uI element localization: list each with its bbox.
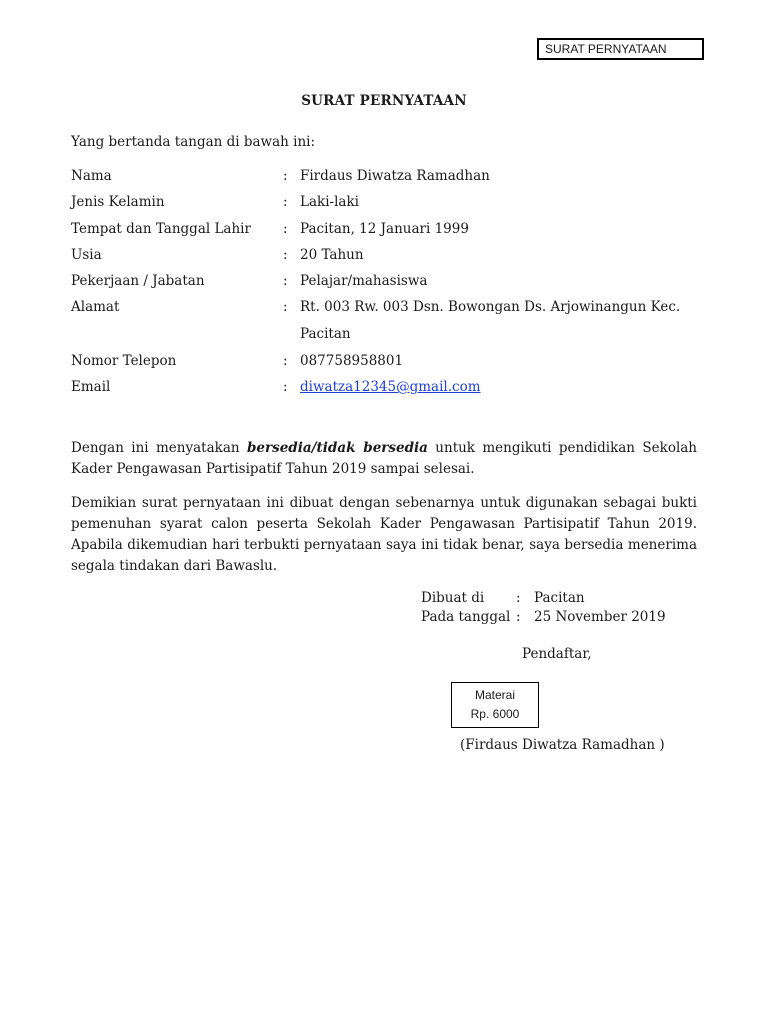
pendaftar-label: Pendaftar, [522,646,592,662]
document-type-box: SURAT PERNYATAAN [537,38,704,60]
field-label: Usia [71,247,102,263]
field-colon: : [283,247,288,263]
field-row-tempat-tanggal-lahir [71,221,701,241]
field-value-alamat: Rt. 003 Rw. 003 Dsn. Bowongan Ds. Arjowinangun Kec. [300,299,681,315]
materai-stamp-box [451,682,539,728]
statement-paragraph [71,438,697,480]
field-label: Email [71,379,111,395]
field-colon: : [283,353,288,369]
sign-row-tanggal [421,609,721,629]
field-label: Tempat dan Tanggal Lahir [71,221,251,237]
field-label: Pekerjaan / Jabatan [71,273,205,289]
field-label: Nomor Telepon [71,353,177,369]
statement-text-before: Dengan ini menyatakan [71,440,247,456]
sign-colon: : [516,590,521,606]
field-colon: : [283,273,288,289]
field-value-nama: Firdaus Diwatza Ramadhan [300,168,490,184]
closing-paragraph: Demikian surat pernyataan ini dibuat dengan sebenarnya untuk digunakan sebagai bukti pemenuhan syarat calon peserta Sekolah Kader Pengawasan Partisipatif Tahun 2019. Apabila dikemudian hari terbukti pernyataan saya ini tidak benar, saya bersedia menerima segala tindakan dari Bawaslu. [71,495,697,574]
field-label: Nama [71,168,112,184]
field-row-nomor-telepon [71,353,701,373]
field-row-usia [71,247,701,267]
field-row-pekerjaan [71,273,701,293]
sign-label-dibuat: Dibuat di [421,590,485,606]
sign-row-dibuat [421,590,721,610]
intro-text: Yang bertanda tangan di bawah ini: [71,134,316,150]
field-colon: : [283,194,288,210]
sign-colon: : [516,609,521,625]
sign-value-tanggal: 25 November 2019 [534,609,666,625]
field-colon: : [283,299,288,315]
field-value-nomor-telepon: 087758958801 [300,353,404,369]
field-row-nama [71,168,701,188]
sign-label-tanggal: Pada tanggal [421,609,511,625]
page-title: SURAT PERNYATAAN [301,93,467,109]
field-value-usia: 20 Tahun [300,247,364,263]
field-value-jenis-kelamin: Laki-laki [300,194,359,210]
field-colon: : [283,379,288,395]
field-value-pekerjaan: Pelajar/mahasiswa [300,273,428,289]
field-row-jenis-kelamin [71,194,701,214]
materai-label: Materai [474,688,515,702]
field-row-email [71,379,701,399]
field-row-alamat [71,299,701,319]
email-link[interactable]: diwatza12345@gmail.com [300,379,481,395]
field-value-alamat-line2: Pacitan [300,326,351,342]
field-label: Jenis Kelamin [71,194,165,210]
field-label: Alamat [71,299,120,315]
field-colon: : [283,221,288,237]
statement-emphasis: bersedia/tidak bersedia [246,440,428,456]
field-value-tempat-tanggal-lahir: Pacitan, 12 Januari 1999 [300,221,469,237]
field-colon: : [283,168,288,184]
signer-name: (Firdaus Diwatza Ramadhan ) [460,737,665,753]
materai-amount: Rp. 6000 [470,707,520,721]
statement-text-after: untuk mengikuti pendidikan Sekolah Kader Pengawasan Partisipatif Tahun 2019 sampai selesai. [71,440,698,477]
sign-value-dibuat: Pacitan [534,590,585,606]
field-row-alamat-line2 [71,326,701,346]
